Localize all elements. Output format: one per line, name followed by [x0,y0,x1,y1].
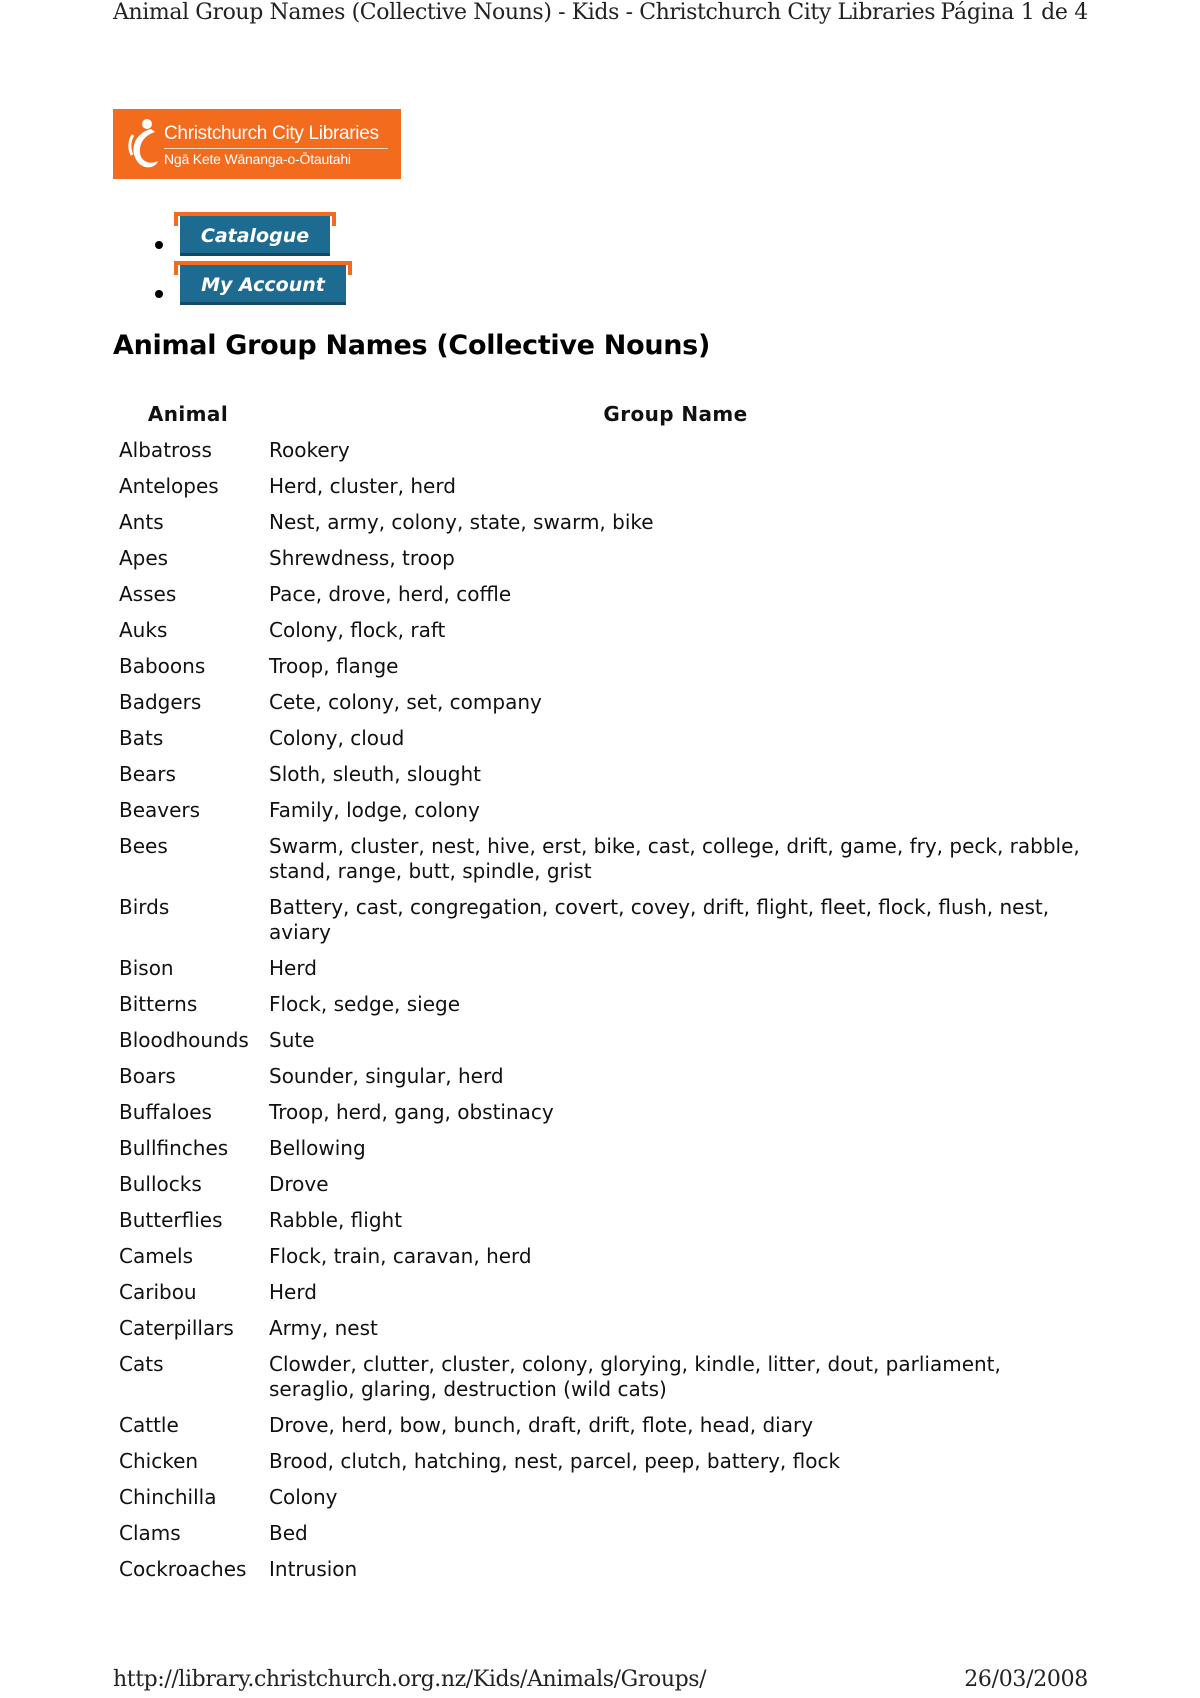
group-name-cell: Sute [269,1028,315,1052]
animal-cell: Chicken [119,1449,199,1473]
table-row [113,1131,1088,1167]
animal-cell: Caribou [119,1280,197,1304]
animal-cell: Asses [119,582,177,606]
group-name-cell: Herd [269,1280,317,1304]
animal-cell: Cockroaches [119,1557,247,1581]
animal-cell: Bloodhounds [119,1028,249,1052]
library-logo[interactable] [113,109,401,179]
table-row [113,577,1088,613]
group-name-cell: Drove, herd, bow, bunch, draft, drift, flote, head, diary [269,1413,814,1437]
group-name-cell: Flock, sedge, siege [269,992,461,1016]
list-bullet [155,241,163,249]
animal-cell: Butterflies [119,1208,223,1232]
list-bullet [155,290,163,298]
catalogue-button[interactable]: Catalogue [180,212,330,256]
table-row [113,1516,1088,1552]
animal-cell: Caterpillars [119,1316,234,1340]
animal-cell: Bears [119,762,176,786]
table-row [113,721,1088,757]
table-body [113,433,1088,1588]
table-row [113,433,1088,469]
table-row [113,951,1088,987]
logo-line-2: Ngā Kete Wānanga-o-Ōtautahi [164,151,351,167]
table-row [113,649,1088,685]
library-logo-icon [125,115,161,173]
group-name-cell: Pace, drove, herd, coffle [269,582,512,606]
animal-cell: Beavers [119,798,201,822]
group-name-cell: Sloth, sleuth, slought [269,762,482,786]
group-name-cell: Family, lodge, colony [269,798,480,822]
table-header-row [113,395,1088,433]
table-row [113,1023,1088,1059]
group-name-cell: Rabble, flight [269,1208,403,1232]
table-row [113,1408,1088,1444]
animal-cell: Bison [119,956,174,980]
animal-cell: Bitterns [119,992,198,1016]
table-row [113,829,1088,890]
table-row [113,890,1088,951]
table-row [113,793,1088,829]
column-header-group-name: Group Name [603,402,748,426]
animal-cell: Albatross [119,438,212,462]
group-name-cell: Intrusion [269,1557,358,1581]
animal-cell: Ants [119,510,164,534]
table-row [113,1347,1088,1408]
table-row [113,469,1088,505]
table-row [113,505,1088,541]
animal-cell: Camels [119,1244,193,1268]
group-name-cell: Swarm, cluster, nest, hive, erst, bike, cast, college, drift, game, fry, peck, rabble, stand, range, butt, spindle, grist [269,834,1080,883]
collective-nouns-table [113,395,1088,1588]
group-name-cell: Shrewdness, troop [269,546,455,570]
table-row [113,1203,1088,1239]
print-footer-date: 26/03/2008 [964,1667,1088,1692]
column-header-animal: Animal [147,402,229,426]
table-row [113,685,1088,721]
group-name-cell: Sounder, singular, herd [269,1064,504,1088]
group-name-cell: Troop, herd, gang, obstinacy [269,1100,554,1124]
animal-cell: Chinchilla [119,1485,217,1509]
page-title: Animal Group Names (Collective Nouns) [113,330,710,361]
animal-cell: Bullfinches [119,1136,229,1160]
group-name-cell: Herd [269,956,317,980]
animal-cell: Cattle [119,1413,179,1437]
table-row [113,1480,1088,1516]
group-name-cell: Flock, train, caravan, herd [269,1244,532,1268]
table-row [113,541,1088,577]
print-header-title: Animal Group Names (Collective Nouns) - Kids - Christchurch City Libraries [113,0,936,25]
group-name-cell: Battery, cast, congregation, covert, covey, drift, flight, fleet, flock, flush, nest, aviary [269,895,1050,944]
table-row [113,1167,1088,1203]
group-name-cell: Brood, clutch, hatching, nest, parcel, peep, battery, flock [269,1449,841,1473]
table-row [113,1275,1088,1311]
print-header-page-number: Página 1 de 4 [940,0,1088,25]
animal-cell: Apes [119,546,169,570]
group-name-cell: Colony, flock, raft [269,618,446,642]
animal-cell: Baboons [119,654,206,678]
animal-cell: Cats [119,1352,164,1376]
table-row [113,1059,1088,1095]
table-row [113,757,1088,793]
group-name-cell: Herd, cluster, herd [269,474,456,498]
table-row [113,1444,1088,1480]
table-row [113,1095,1088,1131]
group-name-cell: Army, nest [269,1316,378,1340]
logo-line-1: Christchurch City Libraries [164,123,379,144]
group-name-cell: Bed [269,1521,308,1545]
group-name-cell: Drove [269,1172,329,1196]
animal-cell: Bats [119,726,164,750]
group-name-cell: Colony, cloud [269,726,405,750]
group-name-cell: Nest, army, colony, state, swarm, bike [269,510,654,534]
animal-cell: Auks [119,618,168,642]
animal-cell: Buffaloes [119,1100,212,1124]
logo-divider [164,148,388,149]
group-name-cell: Colony [269,1485,338,1509]
my-account-button[interactable]: My Account [180,261,346,305]
table-row [113,1311,1088,1347]
animal-cell: Boars [119,1064,176,1088]
group-name-cell: Rookery [269,438,350,462]
animal-cell: Bullocks [119,1172,202,1196]
group-name-cell: Troop, flange [269,654,399,678]
table-row [113,613,1088,649]
table-row [113,1239,1088,1275]
table-row [113,987,1088,1023]
table-row [113,1552,1088,1588]
group-name-cell: Cete, colony, set, company [269,690,542,714]
animal-cell: Birds [119,895,170,919]
group-name-cell: Clowder, clutter, cluster, colony, glorying, kindle, litter, dout, parliament, seraglio, glaring, destruction (wild cats) [269,1352,1001,1401]
animal-cell: Antelopes [119,474,219,498]
animal-cell: Badgers [119,690,202,714]
print-footer-url: http://library.christchurch.org.nz/Kids/Animals/Groups/ [113,1667,707,1692]
animal-cell: Clams [119,1521,181,1545]
group-name-cell: Bellowing [269,1136,366,1160]
animal-cell: Bees [119,834,168,858]
